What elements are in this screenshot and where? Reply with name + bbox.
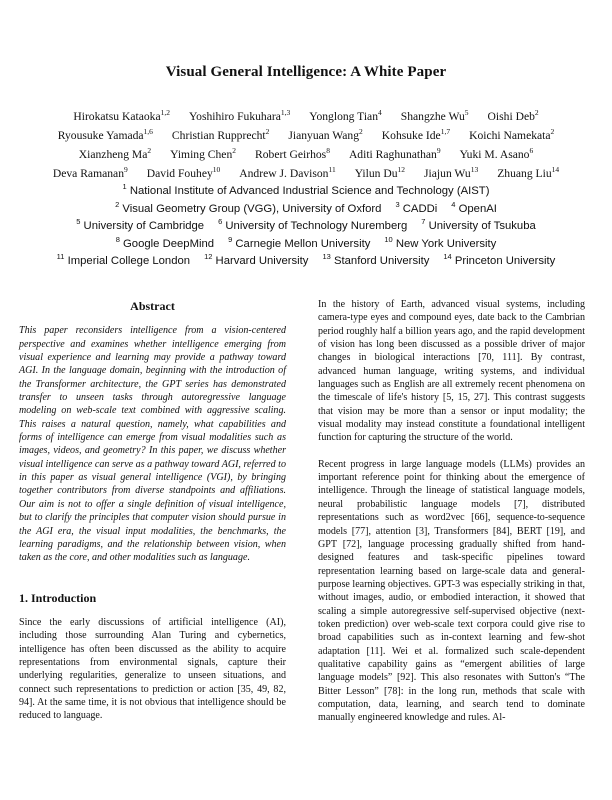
affiliation-number: 4 xyxy=(451,199,456,209)
right-column xyxy=(318,298,585,725)
author-row xyxy=(0,126,612,145)
author-affiliation-mark: 2 xyxy=(359,127,363,137)
affiliation-number: 3 xyxy=(395,199,400,209)
author-affiliation-mark: 2 xyxy=(147,146,152,156)
author-row xyxy=(0,164,612,183)
author xyxy=(147,164,221,183)
author-affiliation-mark: 4 xyxy=(378,108,382,118)
affiliation-name: National Institute of Advanced Industrial Science and Technology (AIST) xyxy=(129,185,490,197)
author-name: Christian Rupprecht xyxy=(171,129,266,142)
author xyxy=(170,145,236,164)
paper-title: Visual General Intelligence: A White Paper xyxy=(165,64,447,80)
author xyxy=(460,145,534,164)
author xyxy=(255,145,330,164)
affiliation-name: University of Cambridge xyxy=(83,220,205,233)
author-name: Deva Ramanan xyxy=(52,167,124,180)
author-affiliation-mark: 10 xyxy=(212,165,221,175)
author-row xyxy=(0,145,612,164)
affiliation-name: Visual Geometry Group (VGG), University of Oxford xyxy=(122,202,382,215)
affiliation-number: 8 xyxy=(115,235,120,245)
author xyxy=(189,107,290,126)
affiliation xyxy=(204,253,308,271)
author-affiliation-mark: 5 xyxy=(464,108,469,118)
author-name: Shangzhe Wu xyxy=(400,110,465,123)
author-affiliation-mark: 1,6 xyxy=(143,127,153,137)
affiliation-name: Google DeepMind xyxy=(123,237,215,250)
author xyxy=(488,107,539,126)
author-affiliation-mark: 8 xyxy=(326,146,330,156)
author-name: Xianzheng Ma xyxy=(78,148,148,161)
author-name: Jianyuan Wang xyxy=(288,129,360,142)
affiliation xyxy=(322,253,429,271)
affiliation-name: University of Technology Nuremberg xyxy=(225,220,408,233)
author-name: Robert Geirhos xyxy=(255,148,327,161)
author-affiliation-mark: 13 xyxy=(470,165,479,175)
author-name: Oishi Deb xyxy=(487,110,535,123)
author-affiliation-mark: 9 xyxy=(124,165,128,175)
affiliation-name: Imperial College London xyxy=(67,255,191,268)
author xyxy=(355,164,405,183)
affiliation-row xyxy=(0,218,612,236)
author-affiliation-mark: 12 xyxy=(397,165,406,175)
affiliation xyxy=(57,253,190,271)
affiliation-row xyxy=(0,236,612,254)
author-name: Ryousuke Yamada xyxy=(57,129,144,142)
author-list xyxy=(0,107,612,183)
author xyxy=(288,126,362,145)
author-name: Yilun Du xyxy=(354,167,398,180)
affiliation xyxy=(443,253,555,271)
body-paragraph: Recent progress in large language models (LLMs) provides an important reference point for thinking about the emergence of intelligence. Through the lineage of statistical language models, neural probabilistic language models [7], distributed representations such as word2vec [66], sequence-to-sequence models [77], attention [3], Transformers [84], BERT [19], and GPT [72], language processing gradually shifted from hand-designed features and task-specific pipelines toward representation learning based on large-scale data and general-purpose learning objectives. GPT-3 was especially striking in that, without images, audio, or embodied interaction, it showed that scaling a simple autoregressive self-supervised objective (next-token prediction) over web-scale text corpora could give rise to broad capabilities such as in-context learning and few-shot adaptation [11]. Wei et al. formalized such scale-dependent qualitative capability gains as “emergent abilities of large language models” [92]. This also resonates with Sutton's “The Bitter Lesson” [78]: in the long run, methods that scale with computation, data, learning, and search tend to dominate manually engineered knowledge and rules. Al- xyxy=(318,458,585,724)
author-name: David Fouhey xyxy=(146,167,213,180)
author-affiliation-mark: 6 xyxy=(529,146,534,156)
affiliation-name: University of Tsukuba xyxy=(428,220,536,233)
author xyxy=(382,126,450,145)
author-affiliation-mark: 9 xyxy=(436,146,441,156)
author-row xyxy=(0,107,612,126)
affiliation-number: 9 xyxy=(228,235,233,245)
author-name: Zhuang Liu xyxy=(497,167,552,180)
affiliation-row xyxy=(0,183,612,201)
affiliation-name: CADDi xyxy=(402,202,438,215)
affiliation xyxy=(395,201,437,219)
author-affiliation-mark: 2 xyxy=(534,108,539,118)
author xyxy=(349,145,441,164)
author-affiliation-mark: 2 xyxy=(265,127,270,137)
author xyxy=(58,126,153,145)
author xyxy=(73,107,170,126)
author xyxy=(469,126,554,145)
affiliation-row xyxy=(0,253,612,271)
affiliation-number: 12 xyxy=(204,252,213,262)
affiliation-number: 11 xyxy=(56,252,65,262)
author-name: Aditi Raghunathan xyxy=(348,148,437,161)
left-column xyxy=(19,298,286,723)
author-name: Yuki M. Asano xyxy=(459,148,530,161)
affiliation-name: OpenAI xyxy=(458,202,497,215)
affiliation-number: 10 xyxy=(384,235,393,245)
affiliation xyxy=(115,201,381,219)
affiliation-number: 6 xyxy=(218,217,223,227)
body-paragraph: In the history of Earth, advanced visual systems, including camera-type eyes and compound eyes, date back to the Cambrian period roughly half a billion years ago, and the rapid development of vision has long been discussed as a possible driver of major changes in biological interactions [70, 111]. By contrast, advanced human language, writing systems, and individual languages such as English are all extremely recent phenomena on the timescale of life's history [5, 15, 27]. This contrast suggests that vision may be more than a sensor or input modality; the visual modality may instead constitute a foundational intelligent function for capturing the structure of the world. xyxy=(318,299,585,444)
affiliation-name: Carnegie Mellon University xyxy=(235,237,371,250)
author-affiliation-mark: 2 xyxy=(550,127,555,137)
affiliation-number: 14 xyxy=(443,252,452,262)
author-name: Yiming Chen xyxy=(170,148,233,161)
affiliation-number: 1 xyxy=(122,182,127,192)
affiliation-name: Princeton University xyxy=(454,255,556,268)
affiliation-list xyxy=(0,183,612,271)
author-name: Andrew J. Davison xyxy=(239,167,329,180)
author-affiliation-mark: 2 xyxy=(232,146,237,156)
author-name: Jiajun Wu xyxy=(424,167,471,180)
introduction-paragraph: Since the early discussions of artificial intelligence (AI), including those surrounding Alan Turing and cybernetics, intelligence has often been discussed as the ability to acquire representations from environmental signals, capture their underlying regularities, generalize to unseen situations, and connect such representations to prediction or action [35, 49, 82, 94]. At the same time, it is not obvious that intelligence should be reduced to language. xyxy=(19,616,286,722)
author xyxy=(401,107,469,126)
author-affiliation-mark: 1,2 xyxy=(160,108,170,118)
abstract-text: This paper reconsiders intelligence from a vision-centered perspective and examines whether intelligence emerging from visual experience and learning may provide a pathway toward AGI. In the language domain, beginning with the introduction of the Transformer architecture, the GPT series has demonstrated transfer to unseen tasks through autoregressive language modeling on web-scale text combined with aggressive scaling. This raises a natural question, namely, what capabilities and forms of intelligence can emerge from visual modalities such as images, videos, and geometry? In this paper, we discuss whether visual intelligence can serve as a pathway toward AGI, referred to in this paper as visual general intelligence (VGI), by bringing together contributors from diverse standpoints and affiliations. Our aim is not to offer a single definition of visual intelligence, but to clarify the principles that computer vision should pursue in the AGI era, the visual input modalities, the benchmarks, the learning paradigms, and the relationship between vision, when taken as the core, and other modalities such as language. xyxy=(19,325,286,564)
author-name: Kohsuke Ide xyxy=(381,129,441,142)
abstract-heading: Abstract xyxy=(130,299,175,313)
author xyxy=(172,126,269,145)
affiliation-name: Harvard University xyxy=(215,255,309,268)
affiliation xyxy=(228,236,370,254)
introduction-heading: 1. Introduction xyxy=(19,590,97,605)
author-affiliation-mark: 14 xyxy=(551,165,560,175)
affiliation-number: 2 xyxy=(115,199,120,209)
affiliation xyxy=(123,183,490,201)
affiliation-number: 5 xyxy=(76,217,81,227)
affiliation-name: Stanford University xyxy=(333,255,430,268)
author xyxy=(424,164,478,183)
author xyxy=(497,164,559,183)
affiliation-row xyxy=(0,201,612,219)
affiliation xyxy=(116,236,214,254)
author-affiliation-mark: 1,7 xyxy=(440,127,451,137)
author xyxy=(239,164,335,183)
affiliation-number: 7 xyxy=(421,217,426,227)
author-name: Yoshihiro Fukuhara xyxy=(188,110,281,123)
author xyxy=(79,145,151,164)
author-name: Yonglong Tian xyxy=(309,110,378,123)
author xyxy=(309,107,382,126)
author xyxy=(53,164,128,183)
affiliation xyxy=(451,201,497,219)
affiliation xyxy=(421,218,535,236)
affiliation xyxy=(384,236,496,254)
author-affiliation-mark: 1,3 xyxy=(280,108,291,118)
affiliation xyxy=(76,218,204,236)
affiliation-number: 13 xyxy=(322,252,331,262)
affiliation xyxy=(218,218,407,236)
affiliation-name: New York University xyxy=(395,237,497,250)
author-name: Hirokatsu Kataoka xyxy=(73,110,161,123)
author-affiliation-mark: 11 xyxy=(328,165,336,175)
author-name: Koichi Namekata xyxy=(469,129,551,142)
